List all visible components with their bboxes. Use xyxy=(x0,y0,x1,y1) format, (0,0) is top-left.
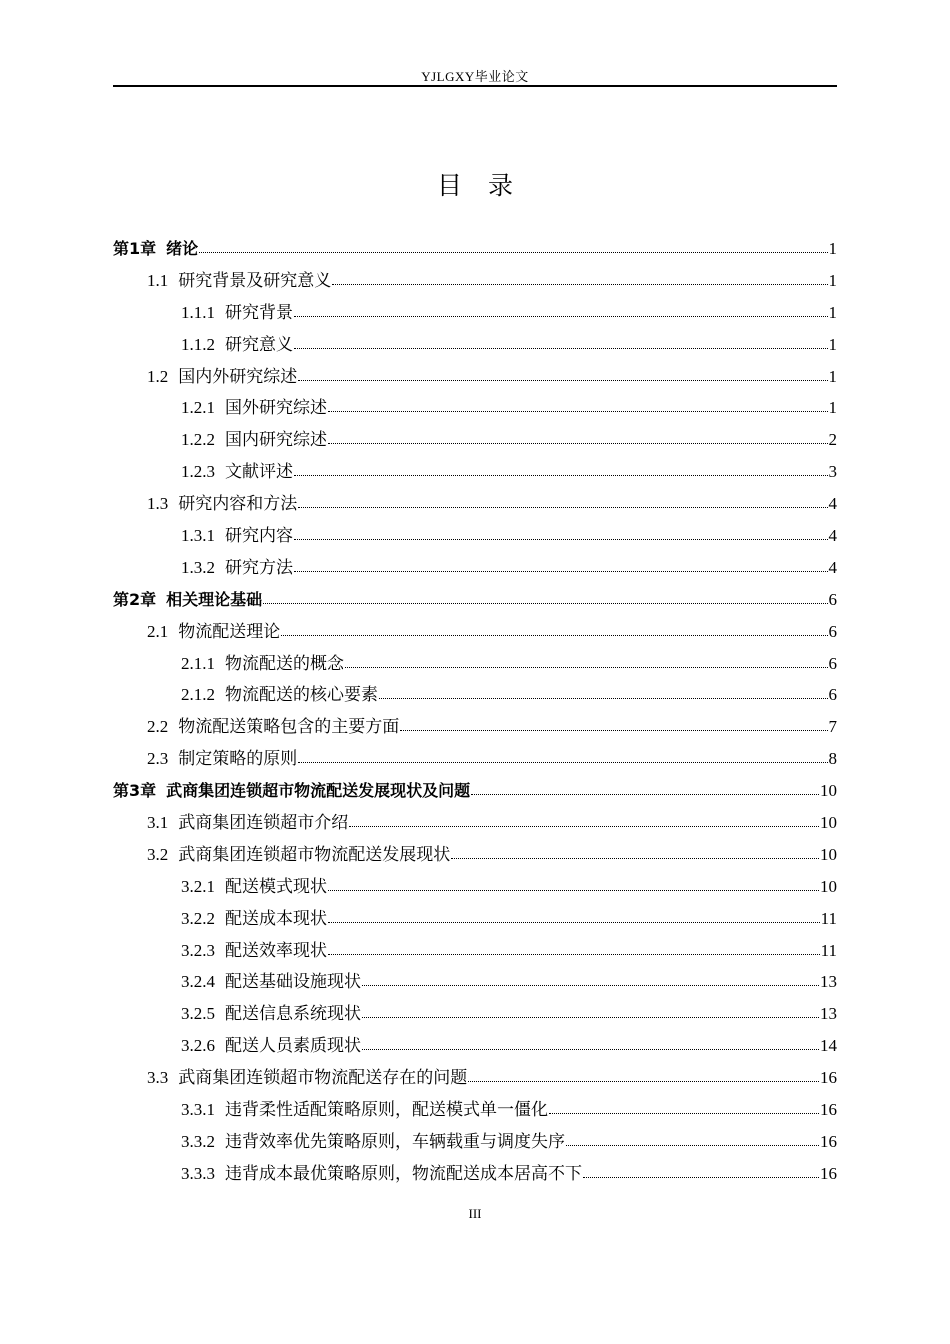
toc-entry-page: 16 xyxy=(820,1131,837,1151)
dot-leader xyxy=(379,697,828,699)
dot-leader xyxy=(566,1144,819,1146)
toc-entry-page: 1 xyxy=(828,239,837,258)
toc-entry-page: 16 xyxy=(820,1068,837,1088)
toc-entry-page: 6 xyxy=(828,589,837,609)
toc-entry-page: 4 xyxy=(828,526,837,546)
toc-entry-number: 3.2.1 xyxy=(181,876,215,896)
toc-entry-page: 14 xyxy=(820,1036,837,1056)
toc-entry-label: 违背柔性适配策略原则，配送模式单一僵化 xyxy=(225,1100,548,1120)
toc-entry-label: 配送人员素质现状 xyxy=(225,1036,361,1056)
toc-entry[interactable] xyxy=(113,903,837,935)
toc-entry[interactable] xyxy=(113,711,837,743)
toc-entry-label: 研究背景及研究意义 xyxy=(178,270,332,290)
dot-leader xyxy=(328,921,820,923)
toc-entry-number: 第3章 xyxy=(113,781,157,801)
toc-entry[interactable] xyxy=(113,233,837,265)
dot-leader xyxy=(263,602,827,604)
dot-leader xyxy=(294,347,828,349)
toc-entry-label: 武商集团连锁超市物流配送发展现状及问题 xyxy=(166,781,471,801)
toc-entry-page: 1 xyxy=(828,270,837,290)
toc-entry-page: 1 xyxy=(828,366,837,386)
toc-entry-label: 配送基础设施现状 xyxy=(225,972,361,992)
toc-entry[interactable] xyxy=(113,520,837,552)
toc-entry-label: 违背效率优先策略原则，车辆载重与调度失序 xyxy=(225,1131,565,1151)
toc-entry[interactable] xyxy=(113,616,837,648)
toc-entry-label: 配送模式现状 xyxy=(225,876,327,896)
toc-entry-number: 1.3 xyxy=(147,494,169,514)
toc-title: 目录 xyxy=(436,173,539,200)
toc-entry-number: 3.2.5 xyxy=(181,1004,215,1024)
dot-leader xyxy=(349,825,819,827)
toc-entry[interactable] xyxy=(113,1158,837,1190)
toc-entry-number: 2.2 xyxy=(147,717,169,737)
toc-entry-label: 物流配送策略包含的主要方面 xyxy=(178,717,400,737)
toc-entry-label: 文献评述 xyxy=(225,462,293,482)
toc-entry-number: 3.3.2 xyxy=(181,1131,215,1151)
toc-entry-page: 4 xyxy=(828,557,837,577)
dot-leader xyxy=(298,506,827,508)
toc-entry-page: 2 xyxy=(828,430,837,450)
toc-entry-number: 1.3.1 xyxy=(181,526,215,546)
toc-entry[interactable] xyxy=(113,966,837,998)
toc-entry-number: 1.3.2 xyxy=(181,557,215,577)
toc-entry[interactable] xyxy=(113,265,837,297)
toc-entry-page: 8 xyxy=(828,749,837,769)
dot-leader xyxy=(345,666,828,668)
dot-leader xyxy=(199,251,827,253)
toc-entry-page: 6 xyxy=(828,685,837,705)
toc-entry-label: 配送信息系统现状 xyxy=(225,1004,361,1024)
toc-entry-number: 2.1.1 xyxy=(181,653,215,673)
toc-entry-page: 1 xyxy=(828,334,837,354)
toc-entry-label: 违背成本最优策略原则，物流配送成本居高不下 xyxy=(225,1163,582,1183)
toc-entry-page: 10 xyxy=(820,876,837,896)
toc-entry-label: 物流配送理论 xyxy=(178,621,281,641)
toc-entry-number: 3.2.6 xyxy=(181,1036,215,1056)
dot-leader xyxy=(328,953,820,955)
toc-entry[interactable] xyxy=(113,297,837,329)
toc-entry-page: 10 xyxy=(820,813,837,833)
dot-leader xyxy=(281,634,827,636)
toc-entry[interactable] xyxy=(113,775,837,807)
toc-entry-number: 1.2.1 xyxy=(181,398,215,418)
dot-leader xyxy=(294,538,828,540)
dot-leader xyxy=(583,1176,819,1178)
toc-entry[interactable] xyxy=(113,488,837,520)
toc-entry-number: 1.2 xyxy=(147,366,169,386)
dot-leader xyxy=(328,410,828,412)
toc-entry-number: 1.2.3 xyxy=(181,462,215,482)
dot-leader xyxy=(328,889,819,891)
dot-leader xyxy=(294,570,828,572)
toc-entry-number: 3.3.3 xyxy=(181,1163,215,1183)
toc-entry-label: 物流配送的核心要素 xyxy=(225,685,378,705)
toc-entry-page: 10 xyxy=(820,781,837,801)
toc-entry-page: 1 xyxy=(828,302,837,322)
toc-entry[interactable] xyxy=(113,392,837,424)
toc-entry[interactable] xyxy=(113,329,837,361)
toc-entry[interactable] xyxy=(113,679,837,711)
toc-entry[interactable] xyxy=(113,1062,837,1094)
toc-entry-page: 3 xyxy=(828,462,837,482)
toc-entry-label: 研究意义 xyxy=(225,334,293,354)
running-header: YJLGXY毕业论文 xyxy=(421,69,529,84)
page-number: III xyxy=(468,1206,482,1221)
toc-entry-page: 13 xyxy=(820,972,837,992)
toc-entry-label: 制定策略的原则 xyxy=(178,749,298,769)
toc-entry-label: 研究背景 xyxy=(225,302,293,322)
toc-entry-number: 3.2.4 xyxy=(181,972,215,992)
toc-entry-number: 3.3 xyxy=(147,1068,169,1088)
toc-entry-page: 1 xyxy=(828,398,837,418)
dot-leader xyxy=(451,857,819,859)
toc-entry-label: 国内外研究综述 xyxy=(178,366,298,386)
toc-entry-label: 武商集团连锁超市介绍 xyxy=(178,813,349,833)
toc-entry[interactable] xyxy=(113,424,837,456)
dot-leader xyxy=(471,793,819,795)
toc-entry-label: 配送成本现状 xyxy=(225,908,327,928)
dot-leader xyxy=(362,1048,819,1050)
toc-entry-label: 配送效率现状 xyxy=(225,940,327,960)
toc-entry[interactable] xyxy=(113,648,837,680)
header-rule xyxy=(113,85,837,87)
toc-entry-number: 3.2.3 xyxy=(181,940,215,960)
toc-entry[interactable] xyxy=(113,584,837,616)
toc-entry-number: 1.1 xyxy=(147,270,169,290)
dot-leader xyxy=(362,1016,819,1018)
toc-entry-page: 6 xyxy=(828,621,837,641)
dot-leader xyxy=(294,474,828,476)
dot-leader xyxy=(332,283,827,285)
toc-entry-number: 第2章 xyxy=(113,589,157,609)
toc-entry[interactable] xyxy=(113,1094,837,1126)
toc-entry-number: 1.1.1 xyxy=(181,302,215,322)
toc-entry-number: 2.3 xyxy=(147,749,169,769)
toc-entry-page: 16 xyxy=(820,1163,837,1183)
toc-entry-label: 相关理论基础 xyxy=(166,589,263,609)
toc-entry[interactable] xyxy=(113,871,837,903)
dot-leader xyxy=(294,315,828,317)
dot-leader xyxy=(362,984,819,986)
toc-entry-label: 研究内容 xyxy=(225,526,293,546)
toc-entry[interactable] xyxy=(113,743,837,775)
dot-leader xyxy=(328,442,828,444)
toc-entry[interactable] xyxy=(113,998,837,1030)
table-of-contents xyxy=(113,233,837,1190)
toc-entry-number: 3.2.2 xyxy=(181,908,215,928)
toc-entry-label: 绪论 xyxy=(166,239,199,258)
toc-entry[interactable] xyxy=(113,1126,837,1158)
dot-leader xyxy=(298,761,827,763)
dot-leader xyxy=(468,1080,819,1082)
toc-entry-number: 第1章 xyxy=(113,239,157,258)
toc-entry-page: 10 xyxy=(820,844,837,864)
toc-entry-number: 3.1 xyxy=(147,813,169,833)
toc-entry[interactable] xyxy=(113,456,837,488)
toc-entry-number: 1.1.2 xyxy=(181,334,215,354)
dot-leader xyxy=(549,1112,819,1114)
toc-entry-label: 国外研究综述 xyxy=(225,398,327,418)
toc-entry[interactable] xyxy=(113,552,837,584)
toc-entry-label: 物流配送的概念 xyxy=(225,653,344,673)
toc-entry-page: 16 xyxy=(820,1100,837,1120)
toc-entry[interactable] xyxy=(113,935,837,967)
toc-entry-number: 2.1.2 xyxy=(181,685,215,705)
toc-entry-page: 6 xyxy=(828,653,837,673)
toc-entry-number: 3.3.1 xyxy=(181,1100,215,1120)
toc-entry[interactable] xyxy=(113,361,837,393)
toc-entry-label: 武商集团连锁超市物流配送存在的问题 xyxy=(178,1068,468,1088)
dot-leader xyxy=(298,379,827,381)
toc-entry-page: 13 xyxy=(820,1004,837,1024)
toc-entry-label: 研究方法 xyxy=(225,557,293,577)
toc-entry-page: 11 xyxy=(820,940,837,960)
toc-entry[interactable] xyxy=(113,807,837,839)
toc-entry[interactable] xyxy=(113,1030,837,1062)
toc-entry-page: 4 xyxy=(828,494,837,514)
toc-entry-number: 1.2.2 xyxy=(181,430,215,450)
toc-entry-label: 国内研究综述 xyxy=(225,430,327,450)
toc-entry-number: 2.1 xyxy=(147,621,169,641)
toc-entry[interactable] xyxy=(113,839,837,871)
toc-entry-page: 7 xyxy=(828,717,837,737)
toc-entry-label: 研究内容和方法 xyxy=(178,494,298,514)
toc-entry-number: 3.2 xyxy=(147,844,169,864)
toc-entry-label: 武商集团连锁超市物流配送发展现状 xyxy=(178,844,451,864)
toc-entry-page: 11 xyxy=(820,908,837,928)
dot-leader xyxy=(400,729,827,731)
